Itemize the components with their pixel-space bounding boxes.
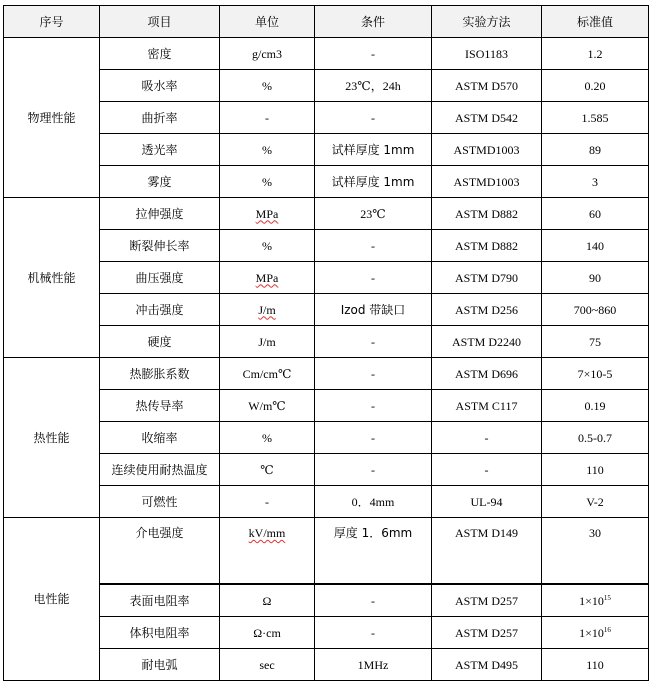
value-cell: 0.20 bbox=[542, 70, 649, 102]
item-cell: 硬度 bbox=[100, 326, 220, 358]
item-cell: 吸水率 bbox=[100, 70, 220, 102]
method-cell: UL-94 bbox=[432, 486, 542, 518]
header-unit: 单位 bbox=[220, 6, 315, 38]
value-cell: 75 bbox=[542, 326, 649, 358]
method-cell: ASTM D2240 bbox=[432, 326, 542, 358]
item-cell: 密度 bbox=[100, 38, 220, 70]
header-item: 项目 bbox=[100, 6, 220, 38]
unit-cell bbox=[220, 294, 315, 326]
group-electrical: 电性能 bbox=[4, 518, 100, 681]
unit-text: J/m bbox=[258, 302, 276, 317]
unit-cell: % bbox=[220, 422, 315, 454]
condition-cell: - bbox=[315, 422, 432, 454]
method-cell: ASTM D257 bbox=[432, 617, 542, 649]
value-cell: 60 bbox=[542, 198, 649, 230]
group-thermal: 热性能 bbox=[4, 358, 100, 518]
unit-cell: g/cm3 bbox=[220, 38, 315, 70]
condition-cell: - bbox=[315, 102, 432, 134]
condition-cell: 试样厚度 1mm bbox=[315, 166, 432, 198]
item-cell: 曲压强度 bbox=[100, 262, 220, 294]
table-row bbox=[4, 518, 649, 585]
value-cell: 110 bbox=[542, 649, 649, 681]
value-cell: 0.5-0.7 bbox=[542, 422, 649, 454]
header-row bbox=[4, 6, 649, 38]
table-row bbox=[4, 262, 649, 294]
method-cell: ASTM D542 bbox=[432, 102, 542, 134]
item-cell: 表面电阻率 bbox=[100, 584, 220, 617]
condition-cell: - bbox=[315, 390, 432, 422]
value-cell: 140 bbox=[542, 230, 649, 262]
unit-cell: Cm/cm℃ bbox=[220, 358, 315, 390]
unit-cell: Ω·cm bbox=[220, 617, 315, 649]
item-cell: 热膨胀系数 bbox=[100, 358, 220, 390]
method-cell: ASTM D256 bbox=[432, 294, 542, 326]
value-cell: 3 bbox=[542, 166, 649, 198]
unit-cell: ℃ bbox=[220, 454, 315, 486]
value-cell: 30 bbox=[542, 518, 649, 585]
unit-cell: sec bbox=[220, 649, 315, 681]
condition-cell: - bbox=[315, 358, 432, 390]
value-exponent: 15 bbox=[603, 593, 611, 602]
table-row bbox=[4, 584, 649, 617]
method-cell: ASTM D149 bbox=[432, 518, 542, 585]
condition-cell: - bbox=[315, 584, 432, 617]
item-cell: 透光率 bbox=[100, 134, 220, 166]
table-row bbox=[4, 422, 649, 454]
item-cell: 收缩率 bbox=[100, 422, 220, 454]
method-cell: ASTMD1003 bbox=[432, 134, 542, 166]
table-row bbox=[4, 358, 649, 390]
item-cell: 可燃性 bbox=[100, 486, 220, 518]
item-cell: 体积电阻率 bbox=[100, 617, 220, 649]
value-cell bbox=[542, 584, 649, 617]
table-row bbox=[4, 649, 649, 681]
unit-cell bbox=[220, 518, 315, 585]
method-cell: ASTM D790 bbox=[432, 262, 542, 294]
unit-cell: - bbox=[220, 486, 315, 518]
method-cell: ASTM D257 bbox=[432, 584, 542, 617]
item-cell: 介电强度 bbox=[100, 518, 220, 585]
table-row bbox=[4, 390, 649, 422]
table-row bbox=[4, 70, 649, 102]
condition-cell: 试样厚度 1mm bbox=[315, 134, 432, 166]
condition-cell: 23℃ bbox=[315, 198, 432, 230]
item-cell: 热传导率 bbox=[100, 390, 220, 422]
item-cell: 雾度 bbox=[100, 166, 220, 198]
condition-cell: - bbox=[315, 230, 432, 262]
table-row bbox=[4, 294, 649, 326]
method-cell: - bbox=[432, 422, 542, 454]
unit-cell: - bbox=[220, 102, 315, 134]
value-base: 1×10 bbox=[579, 625, 604, 640]
item-cell: 断裂伸长率 bbox=[100, 230, 220, 262]
header-standard-value: 标准值 bbox=[542, 6, 649, 38]
table-row bbox=[4, 166, 649, 198]
condition-cell: 0．4mm bbox=[315, 486, 432, 518]
header-condition: 条件 bbox=[315, 6, 432, 38]
header-index: 序号 bbox=[4, 6, 100, 38]
table-row bbox=[4, 326, 649, 358]
value-base: 1×10 bbox=[579, 593, 604, 608]
unit-cell: % bbox=[220, 70, 315, 102]
method-cell: ASTM D696 bbox=[432, 358, 542, 390]
unit-cell: % bbox=[220, 166, 315, 198]
group-physical: 物理性能 bbox=[4, 38, 100, 198]
condition-cell: - bbox=[315, 38, 432, 70]
value-cell: 1.2 bbox=[542, 38, 649, 70]
value-cell: 110 bbox=[542, 454, 649, 486]
condition-cell: - bbox=[315, 262, 432, 294]
condition-cell: 1MHz bbox=[315, 649, 432, 681]
condition-cell: - bbox=[315, 617, 432, 649]
item-cell: 冲击强度 bbox=[100, 294, 220, 326]
table-row bbox=[4, 38, 649, 70]
item-cell: 耐电弧 bbox=[100, 649, 220, 681]
unit-text: MPa bbox=[255, 206, 279, 221]
unit-cell: % bbox=[220, 230, 315, 262]
condition-cell: - bbox=[315, 454, 432, 486]
method-cell: ASTM D882 bbox=[432, 230, 542, 262]
unit-cell: W/m℃ bbox=[220, 390, 315, 422]
method-cell: ASTM D495 bbox=[432, 649, 542, 681]
item-cell: 拉伸强度 bbox=[100, 198, 220, 230]
table-row bbox=[4, 102, 649, 134]
method-cell: - bbox=[432, 454, 542, 486]
table-row bbox=[4, 617, 649, 649]
condition-cell: - bbox=[315, 326, 432, 358]
value-exponent: 16 bbox=[603, 625, 611, 634]
item-cell: 曲折率 bbox=[100, 102, 220, 134]
unit-cell bbox=[220, 198, 315, 230]
value-cell: 0.19 bbox=[542, 390, 649, 422]
item-cell: 连续使用耐热温度 bbox=[100, 454, 220, 486]
unit-cell: J/m bbox=[220, 326, 315, 358]
condition-cell: Izod 带缺口 bbox=[315, 294, 432, 326]
table-row bbox=[4, 198, 649, 230]
value-cell: V-2 bbox=[542, 486, 649, 518]
method-cell: ASTM D882 bbox=[432, 198, 542, 230]
condition-cell: 厚度 1．6mm bbox=[315, 518, 432, 585]
value-cell bbox=[542, 617, 649, 649]
value-cell: 89 bbox=[542, 134, 649, 166]
method-cell: ASTMD1003 bbox=[432, 166, 542, 198]
value-cell: 7×10-5 bbox=[542, 358, 649, 390]
method-cell: ISO1183 bbox=[432, 38, 542, 70]
table-row bbox=[4, 454, 649, 486]
unit-cell: % bbox=[220, 134, 315, 166]
header-method: 实验方法 bbox=[432, 6, 542, 38]
method-cell: ASTM C117 bbox=[432, 390, 542, 422]
group-mechanical: 机械性能 bbox=[4, 198, 100, 358]
unit-text: MPa bbox=[255, 270, 279, 285]
value-cell: 700~860 bbox=[542, 294, 649, 326]
unit-cell: Ω bbox=[220, 584, 315, 617]
table-row bbox=[4, 486, 649, 518]
unit-cell bbox=[220, 262, 315, 294]
method-cell: ASTM D570 bbox=[432, 70, 542, 102]
unit-text: kV/mm bbox=[248, 526, 286, 540]
value-cell: 1.585 bbox=[542, 102, 649, 134]
condition-cell: 23℃，24h bbox=[315, 70, 432, 102]
properties-table bbox=[3, 5, 649, 681]
table-row bbox=[4, 134, 649, 166]
value-cell: 90 bbox=[542, 262, 649, 294]
table-row bbox=[4, 230, 649, 262]
